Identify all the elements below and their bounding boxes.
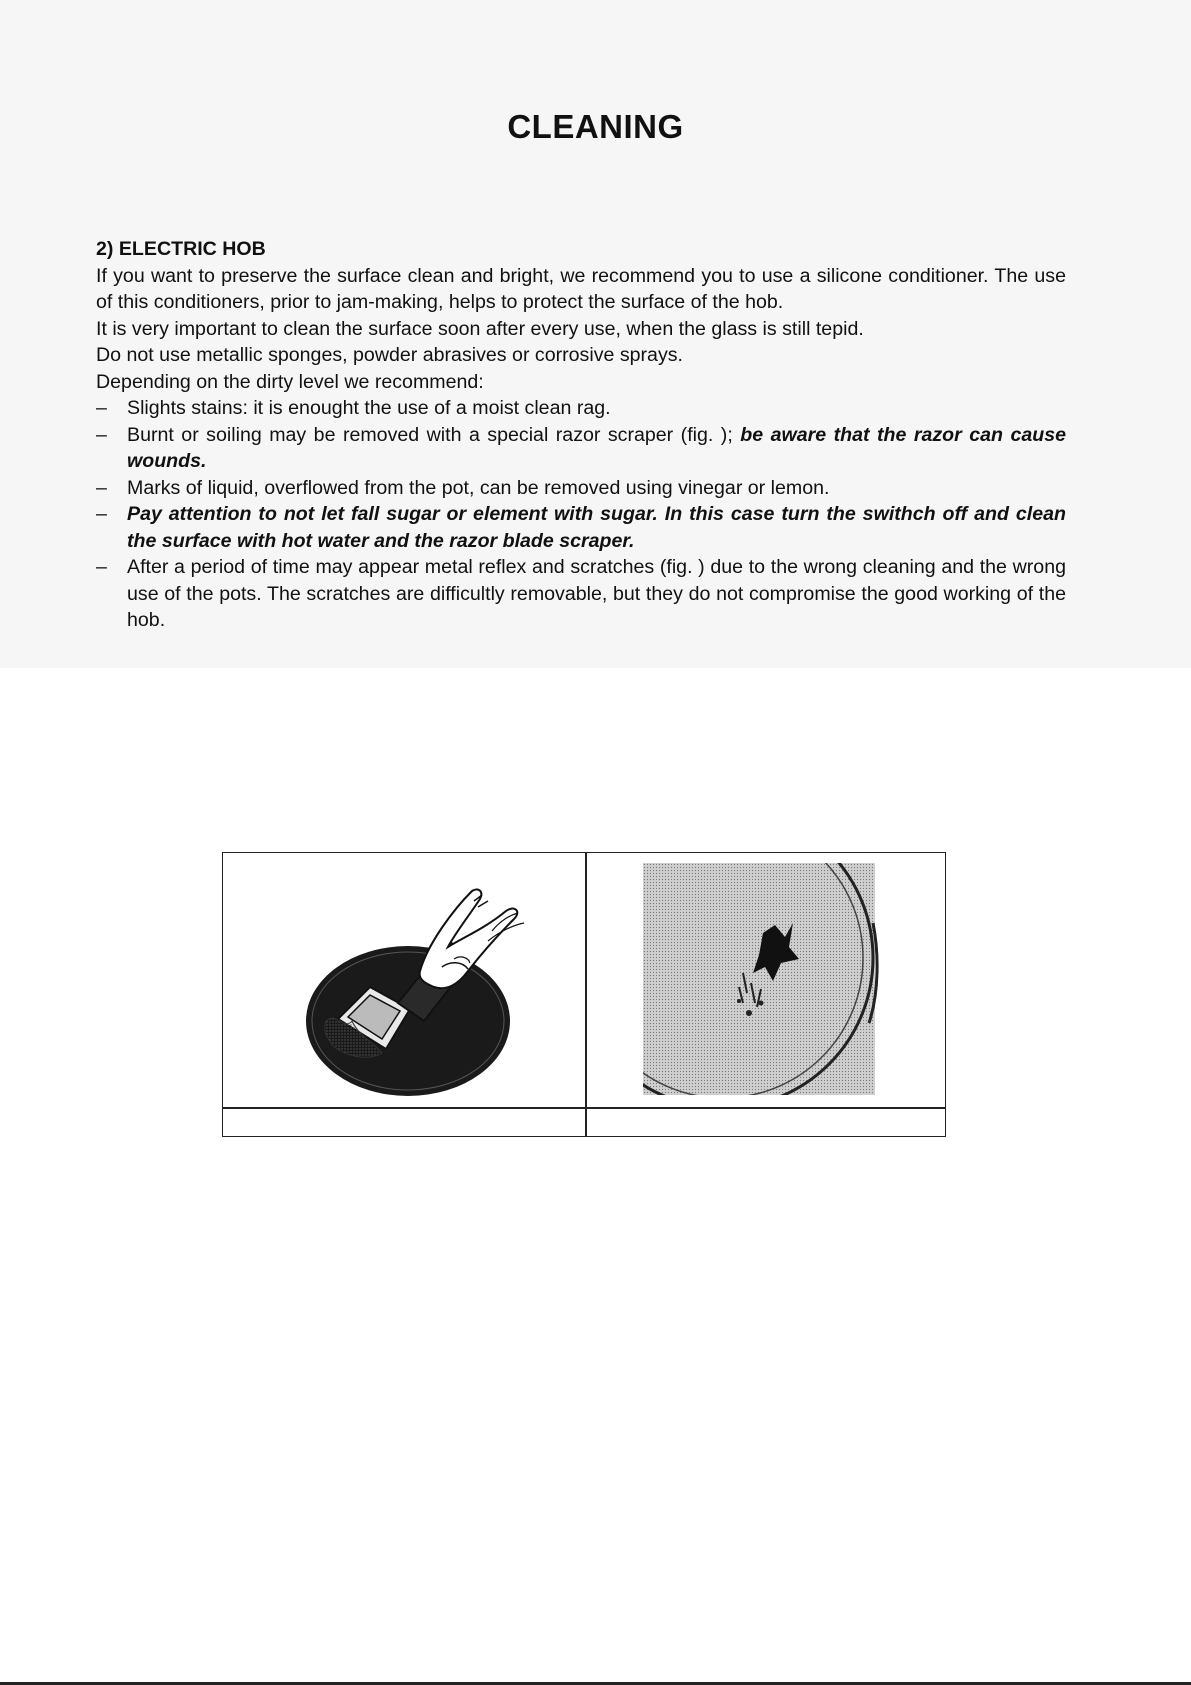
paragraph-dirty-level: Depending on the dirty level we recommend: bbox=[96, 370, 484, 393]
razor-warning: be aware that the razor can cause wounds. bbox=[127, 423, 1067, 472]
figure-table bbox=[222, 852, 946, 1137]
bullet-dash: – bbox=[96, 556, 107, 578]
bullet-dash: – bbox=[96, 503, 107, 525]
list-item-text: Burnt or soiling may be removed with a special razor scraper (fig. ); bbox=[127, 423, 741, 446]
bullet-dash: – bbox=[96, 423, 107, 446]
recommendation-list bbox=[96, 395, 1066, 634]
bullet-dash: – bbox=[96, 476, 107, 499]
paragraph-silicone-conditioner: If you want to preserve the surface clean and bright, we recommend you to use a silicone conditioner. The use of this conditioners, prior to jam-making, helps to protect the surface of the hob. bbox=[96, 264, 1066, 313]
paragraph-clean-soon: It is very important to clean the surface soon after every use, when the glass is still tepid. bbox=[96, 317, 864, 340]
figure-caption-right bbox=[587, 1109, 945, 1136]
list-item-text: After a period of time may appear metal reflex and scratches (fig. ) due to the wrong cleaning and the wrong use of the pots. The scratches are difficultly removable, but they do not compromise the good working of the hob. bbox=[127, 556, 1066, 631]
list-item bbox=[96, 501, 1066, 554]
page-title: CLEANING bbox=[507, 108, 684, 145]
razor-scraper-on-hob-illustration bbox=[278, 871, 538, 1101]
section-electric-hob bbox=[96, 236, 1066, 634]
list-item bbox=[96, 422, 1066, 475]
list-item bbox=[96, 475, 1066, 502]
list-item bbox=[96, 395, 1066, 422]
paragraph-do-not-use: Do not use metallic sponges, powder abrasives or corrosive sprays. bbox=[96, 344, 683, 366]
figure-caption-left bbox=[223, 1109, 585, 1136]
bullet-dash: – bbox=[96, 397, 107, 419]
section-heading: 2) ELECTRIC HOB bbox=[96, 238, 266, 260]
sugar-warning: Pay attention to not let fall sugar or element with sugar. In this case turn the swithch off and clean the surface with hot water and the razor blade scraper. bbox=[127, 503, 1066, 552]
scratched-hob-surface-illustration bbox=[643, 863, 933, 1103]
table-divider bbox=[585, 853, 587, 1136]
list-item bbox=[96, 554, 1066, 634]
list-item-text: Slights stains: it is enought the use of a moist clean rag. bbox=[127, 397, 611, 419]
list-item-text: Marks of liquid, overflowed from the pot, can be removed using vinegar or lemon. bbox=[127, 476, 830, 499]
